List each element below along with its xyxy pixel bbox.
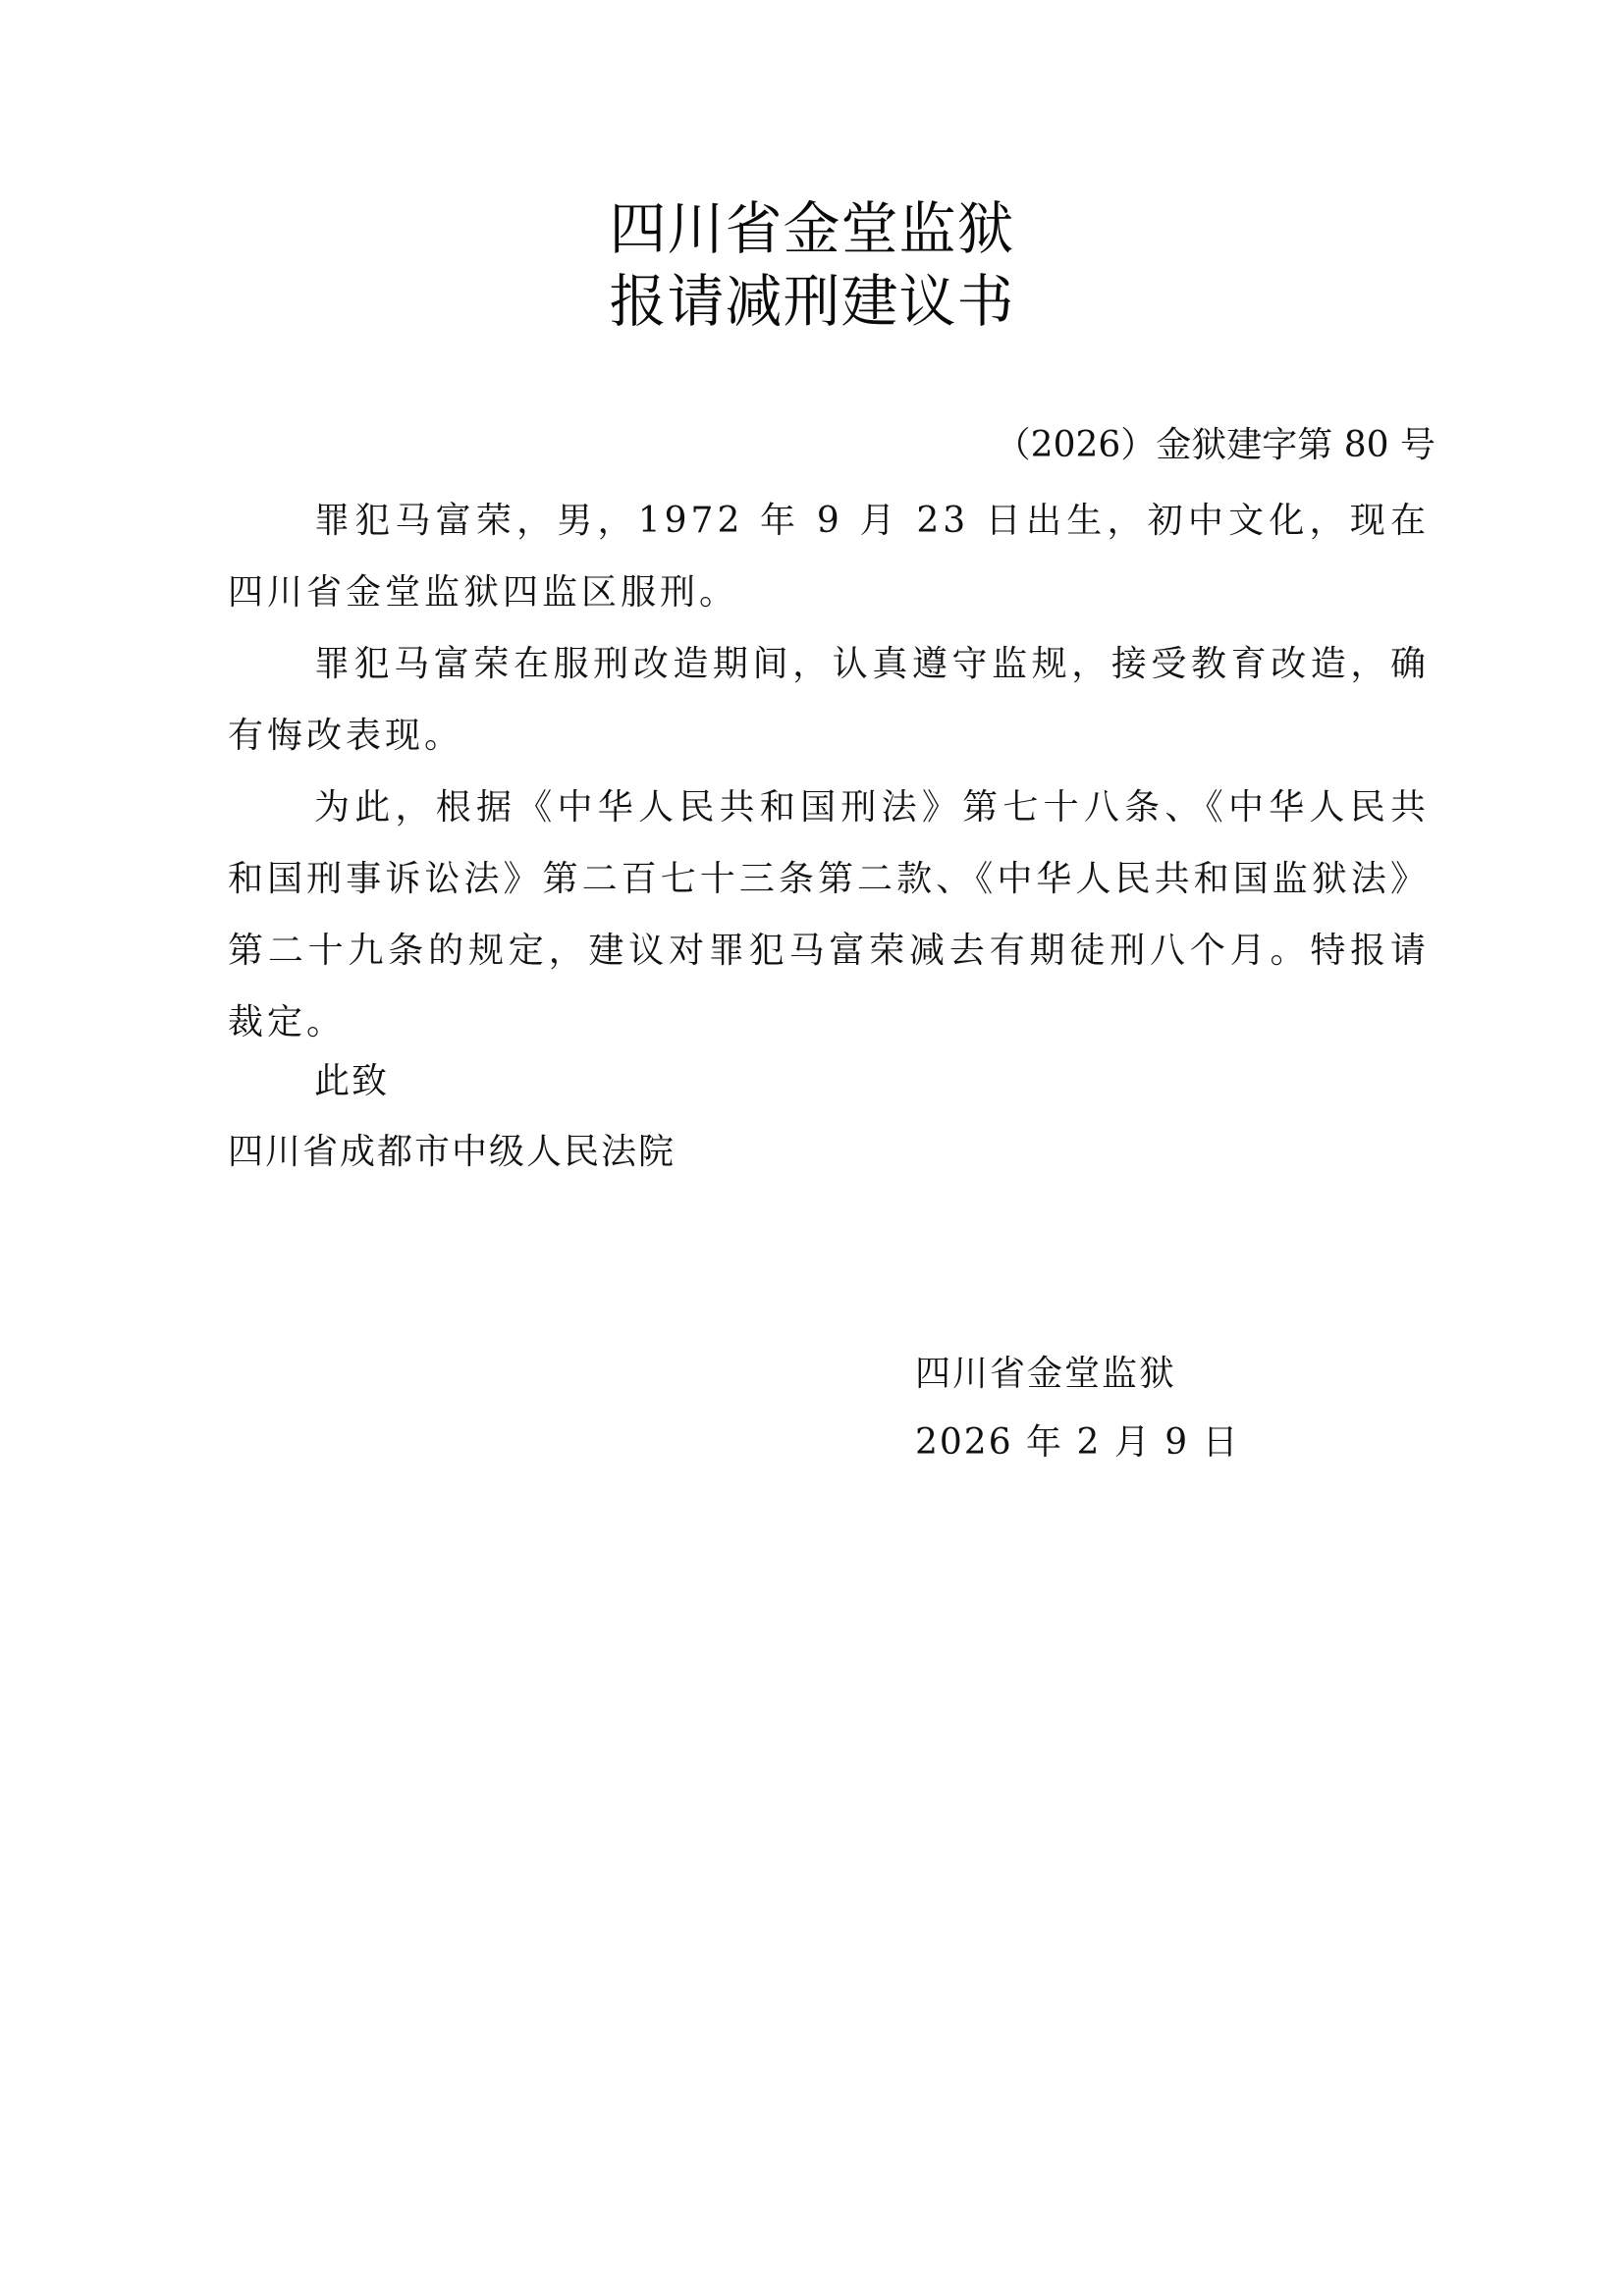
document-number: （2026）金狱建字第 80 号 xyxy=(995,425,1435,465)
paragraph-legal-basis: 为此，根据《中华人民共和国刑法》第七十八条、《中华人民共和国刑事诉讼法》第二百七十三条第二款、《中华人民共和国监狱法》第二十九条的规定，建议对罪犯马富荣减去有期徒刑八个月。特报请裁定。 xyxy=(228,787,1430,1042)
signature-date: 2026 年 2 月 9 日 xyxy=(915,1422,1240,1463)
document-title-line1: 四川省金堂监狱 xyxy=(609,195,1015,262)
document-title-line2: 报请减刑建议书 xyxy=(609,268,1015,335)
recipient-court: 四川省成都市中级人民法院 xyxy=(228,1132,677,1172)
paragraph-conduct: 罪犯马富荣在服刑改造期间，认真遵守监规，接受教育改造，确有悔改表现。 xyxy=(228,644,1430,756)
signature-organization: 四川省金堂监狱 xyxy=(915,1354,1177,1394)
salutation: 此致 xyxy=(314,1061,390,1101)
paragraph-criminal-info: 罪犯马富荣，男，1972 年 9 月 23 日出生，初中文化，现在四川省金堂监狱四监区服刑。 xyxy=(228,501,1430,613)
